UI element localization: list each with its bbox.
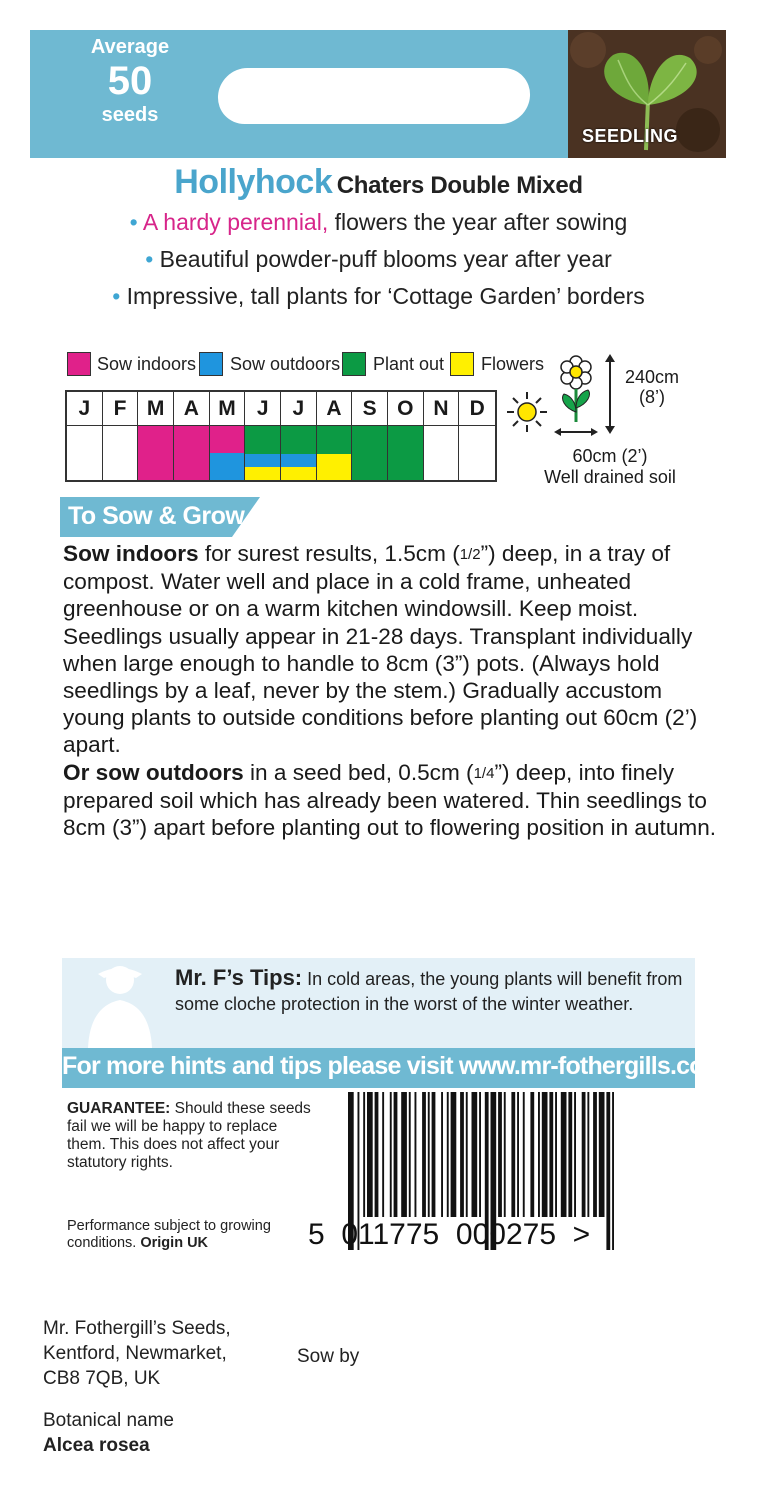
instructions-text: for surest results, 1.5cm ( xyxy=(198,541,460,566)
legend-sow-outdoors: Sow outdoors xyxy=(230,354,341,374)
fraction: 1/4 xyxy=(473,764,495,782)
tips-text xyxy=(175,966,690,1016)
barcode-bar xyxy=(401,1092,407,1217)
legend-sow-outdoors-swatch xyxy=(199,352,223,376)
bullet-text: Impressive, tall plants for ‘Cottage Garden’ borders xyxy=(126,283,645,309)
seed-count xyxy=(30,36,230,126)
barcode-bar xyxy=(390,1092,392,1217)
address-line: Mr. Fothergill’s Seeds, xyxy=(43,1318,231,1339)
barcode-bar xyxy=(549,1092,553,1217)
calendar-cell-10 xyxy=(388,425,424,480)
sow-indoors-heading: Sow indoors xyxy=(63,541,199,566)
guarantee xyxy=(67,1100,317,1172)
barcode-bar xyxy=(382,1092,384,1217)
tips-title: Mr. F’s Tips: xyxy=(175,965,303,990)
barcode-bar xyxy=(612,1092,614,1250)
barcode-bar xyxy=(587,1092,589,1217)
calendar-month-3: M xyxy=(138,392,174,425)
calendar-cell-8 xyxy=(317,425,353,480)
barcode-bar xyxy=(428,1092,430,1217)
barcode-bar xyxy=(447,1092,449,1217)
calendar-month-11: N xyxy=(424,392,460,425)
legend-flowers-swatch xyxy=(450,352,474,376)
flower-plant-icon xyxy=(552,352,616,440)
product-name: Hollyhock xyxy=(174,163,333,201)
barcode-bar xyxy=(568,1092,572,1217)
calendar-cell-4 xyxy=(174,425,210,480)
tips-body: In cold areas, the young plants will benefit from some cloche protection in the worst of the winter weather. xyxy=(175,969,683,1014)
calendar-month-1: J xyxy=(67,392,103,425)
spread-label xyxy=(520,446,700,488)
bullet-2: • Beautiful powder-puff blooms year after year xyxy=(145,246,612,272)
visit-text: For more hints and tips please visit www.mr-fothergills.co.uk xyxy=(62,1052,738,1080)
barcode-bar xyxy=(375,1092,379,1217)
instructions-text: ”) deep, in a tray of compost. Water well and place in a cold frame, unheated greenhouse or on a warm kitchen windowsill. Keep moist. Seedlings usually appear in 21-28 days. Transplant individually when large enough to handle to 8cm (3”) pots. (Always hold seedlings by a leaf, never by the stem.) Gradually accustom young plants to outside conditions before planting out 60cm (2’) apart. xyxy=(63,541,698,758)
calendar-cell-2 xyxy=(103,425,139,480)
calendar-cell-3 xyxy=(138,425,174,480)
height-label xyxy=(612,367,692,407)
bullet-text: Beautiful powder-puff blooms year after year xyxy=(159,246,612,272)
sow-by-label: Sow by xyxy=(297,1346,360,1367)
botanical-name xyxy=(43,1408,174,1458)
barcode-bar xyxy=(498,1092,502,1217)
bullet-highlight: A hardy perennial, xyxy=(142,209,329,235)
barcode-bar xyxy=(472,1092,478,1217)
address-line: CB8 7QB, UK xyxy=(43,1368,161,1389)
barcode-bar xyxy=(466,1092,468,1217)
calendar-cell-12 xyxy=(459,425,495,480)
barcode-bar xyxy=(460,1092,464,1217)
calendar-month-9: S xyxy=(352,392,388,425)
product-title xyxy=(0,163,757,202)
botanical-label: Botanical name xyxy=(43,1410,174,1431)
origin: Origin UK xyxy=(140,1235,209,1251)
calendar-month-10: O xyxy=(388,392,424,425)
barcode-bar xyxy=(479,1092,481,1217)
guarantee-label: GUARANTEE: xyxy=(67,1100,171,1117)
barcode-bar xyxy=(504,1092,506,1217)
barcode-bar xyxy=(451,1092,457,1217)
calendar-cell-1 xyxy=(67,425,103,480)
soil-type: Well drained soil xyxy=(544,467,676,487)
barcode-bar xyxy=(555,1092,557,1217)
barcode-bar xyxy=(441,1092,443,1217)
calendar-month-8: A xyxy=(317,392,353,425)
botanical-latin: Alcea rosea xyxy=(43,1435,150,1456)
name-label-box xyxy=(217,68,532,124)
legend-plant-out-swatch xyxy=(342,352,366,376)
sowing-calendar xyxy=(65,390,497,482)
barcode-digits: 5 011775 000275 > xyxy=(308,1218,591,1251)
barcode-bar xyxy=(511,1092,515,1217)
barcode-bar xyxy=(363,1092,365,1217)
address xyxy=(43,1316,231,1391)
barcode-bar xyxy=(593,1092,597,1217)
sow-outdoors-heading: Or sow outdoors xyxy=(63,759,244,785)
calendar-month-2: F xyxy=(103,392,139,425)
seedling-label: SEEDLING xyxy=(581,126,678,146)
barcode-bar xyxy=(542,1092,548,1217)
barcode-bar xyxy=(561,1092,567,1217)
performance-note xyxy=(67,1218,317,1252)
bullet-1: • A hardy perennial, flowers the year after sowing xyxy=(129,209,628,235)
barcode-bar xyxy=(415,1092,417,1217)
legend-plant-out: Plant out xyxy=(373,354,445,374)
height-metric: 240cm xyxy=(624,367,680,387)
instructions-text: ”) deep, into finely prepared soil which has already been watered. Thin seedlings to 8cm (3”) apart before planting out to flowering position in autumn. xyxy=(63,759,717,841)
calendar-month-6: J xyxy=(245,392,281,425)
barcode-bar xyxy=(599,1092,605,1217)
barcode-bar xyxy=(606,1092,610,1250)
barcode-bar xyxy=(409,1092,411,1217)
calendar-month-4: A xyxy=(174,392,210,425)
legend-flowers: Flowers xyxy=(481,354,545,374)
calendar-cell-7 xyxy=(281,425,317,480)
barcode-bar xyxy=(517,1092,519,1217)
barcode-bar xyxy=(582,1092,586,1217)
product-variety: Chaters Double Mixed xyxy=(336,172,583,199)
seed-count-value: 50 xyxy=(107,59,153,103)
performance-text: Performance subject to growing conditions. xyxy=(67,1218,271,1251)
legend-sow-indoors-swatch xyxy=(67,352,91,376)
guarantee-text: Should these seeds fail we will be happy to replace them. This does not affect your statutory rights. xyxy=(67,1100,311,1171)
calendar-month-5: M xyxy=(210,392,246,425)
bullet-text: flowers the year after sowing xyxy=(328,209,628,235)
barcode-bar xyxy=(538,1092,540,1217)
barcode-bar xyxy=(523,1092,525,1217)
barcode-bar xyxy=(394,1092,398,1217)
bullet-3: • Impressive, tall plants for ‘Cottage Garden’ borders xyxy=(112,283,645,309)
barcode-bar xyxy=(530,1092,534,1217)
seed-count-top: Average xyxy=(90,36,170,58)
instructions xyxy=(63,540,723,841)
seed-count-unit: seeds xyxy=(101,104,159,126)
spread-value: 60cm (2’) xyxy=(572,446,648,466)
barcode-bar xyxy=(422,1092,426,1217)
height-imperial: (8’) xyxy=(639,387,665,407)
calendar-month-7: J xyxy=(281,392,317,425)
calendar-month-12: D xyxy=(469,397,485,420)
calendar-cell-9 xyxy=(352,425,388,480)
calendar-cell-6 xyxy=(245,425,281,480)
calendar-cell-5 xyxy=(210,425,246,480)
barcode-bar xyxy=(367,1092,373,1217)
fraction: 1/2 xyxy=(459,546,481,563)
instructions-text: in a seed bed, 0.5cm ( xyxy=(243,759,474,785)
address-line: Kentford, Newmarket, xyxy=(43,1343,227,1364)
gardener-silhouette-icon xyxy=(78,958,170,1048)
barcode-bar xyxy=(432,1092,436,1217)
section-title: To Sow & Grow xyxy=(68,502,245,530)
barcode-bar xyxy=(574,1092,576,1217)
sun-icon xyxy=(505,390,549,434)
calendar-cell-11 xyxy=(424,425,460,480)
legend-sow-indoors: Sow indoors xyxy=(97,354,197,374)
